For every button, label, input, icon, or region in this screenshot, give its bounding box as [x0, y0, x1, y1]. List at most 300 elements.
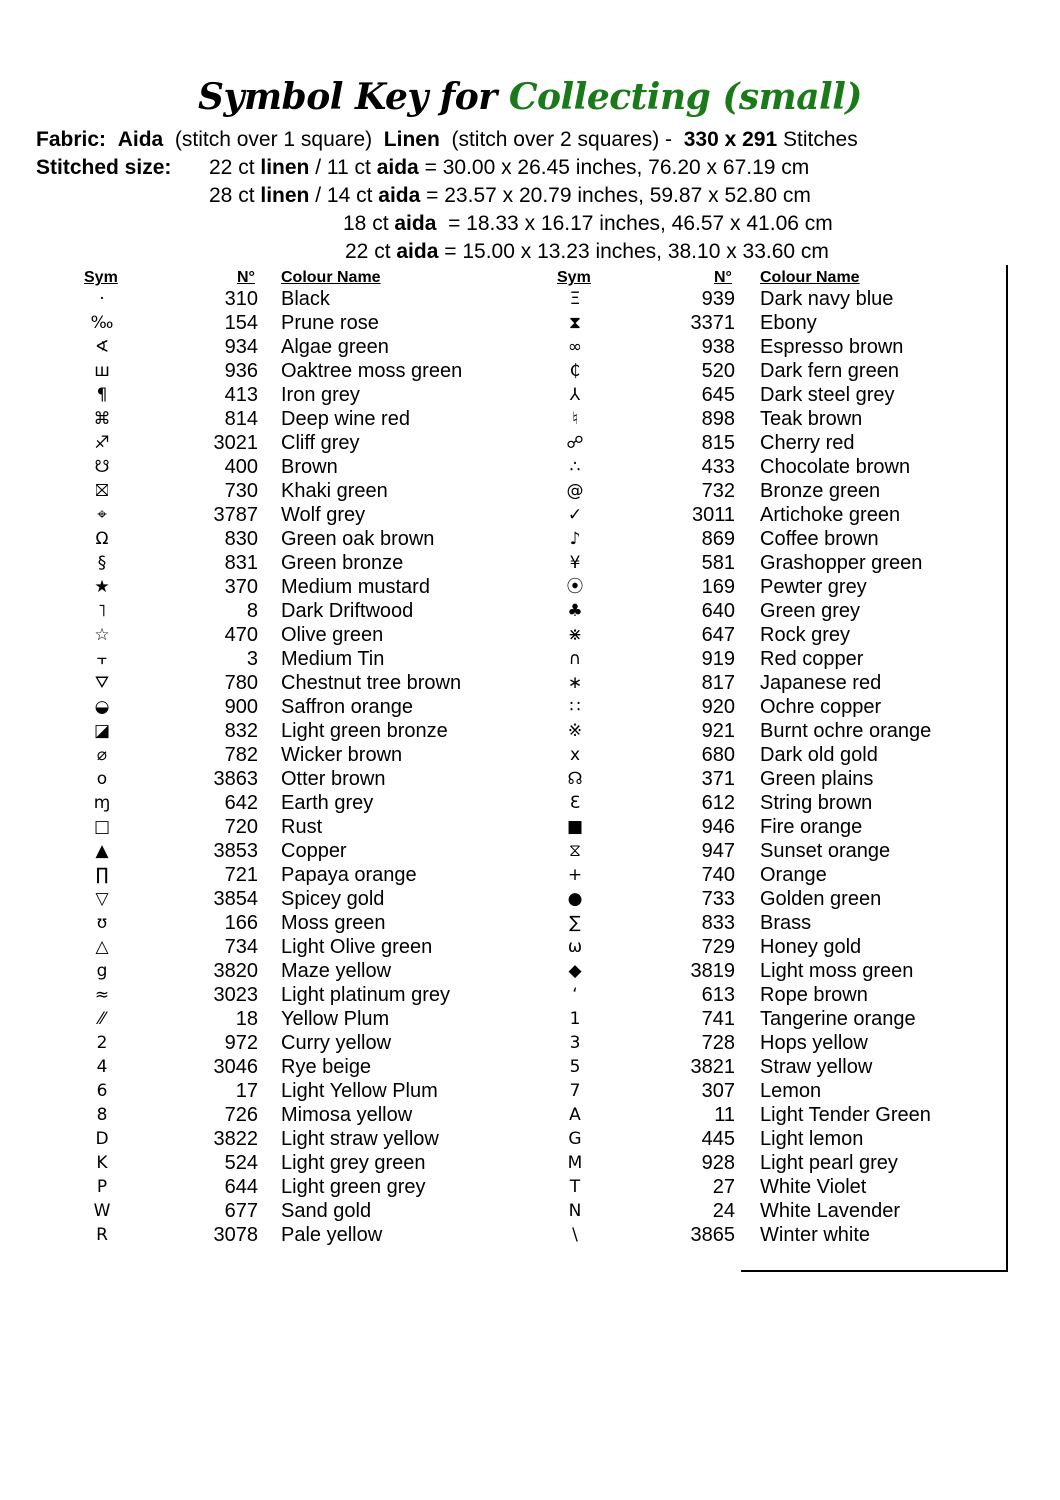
symbol-icon: P — [96, 1177, 108, 1197]
header-sym: Sym — [557, 269, 591, 286]
table-row — [0, 359, 1000, 383]
colour-name: Ebony — [760, 312, 817, 334]
size-count: 18 ct — [343, 212, 389, 235]
size-fabric-2: aida — [376, 156, 419, 179]
symbol-icon: A — [569, 1105, 581, 1125]
colour-number: 27 — [712, 1176, 735, 1198]
colour-name: Green plains — [760, 768, 874, 790]
size-fabric: aida — [394, 212, 437, 235]
colour-name: Light Yellow Plum — [281, 1080, 438, 1102]
colour-name: Pale yellow — [281, 1224, 383, 1246]
colour-name: Brown — [281, 456, 338, 478]
colour-number: 581 — [701, 552, 735, 574]
colour-number: 780 — [224, 672, 258, 694]
colour-name: Copper — [281, 840, 347, 862]
colour-number: 782 — [224, 744, 258, 766]
colour-name: Artichoke green — [760, 504, 901, 526]
colour-name: Dark fern green — [760, 360, 899, 382]
symbol-icon: ⧖ — [569, 841, 581, 861]
symbol-icon: + — [567, 865, 583, 885]
symbol-icon: ⫟ — [96, 649, 108, 669]
colour-name: Algae green — [281, 336, 389, 358]
colour-number: 815 — [701, 432, 735, 454]
colour-number: 11 — [714, 1104, 735, 1126]
size-dims: = 30.00 x 26.45 inches, 76.20 x 67.19 cm — [424, 156, 810, 179]
colour-name: Olive green — [281, 624, 384, 646]
colour-number: 17 — [235, 1080, 258, 1102]
symbol-icon: ☍ — [566, 433, 584, 453]
colour-number: 3822 — [213, 1128, 258, 1150]
colour-number: 3853 — [213, 840, 258, 862]
colour-number: 920 — [701, 696, 735, 718]
size-count: 22 ct — [345, 240, 391, 263]
table-row — [0, 1175, 1000, 1199]
symbol-icon: D — [95, 1129, 109, 1149]
fabric-line — [36, 128, 858, 152]
symbol-icon: ▲ — [95, 841, 109, 861]
colour-number: 642 — [224, 792, 258, 814]
colour-number: 833 — [701, 912, 735, 934]
symbol-icon: ∏ — [95, 865, 109, 885]
colour-number: 721 — [224, 864, 258, 886]
colour-name: Iron grey — [281, 384, 360, 406]
colour-name: Green grey — [760, 600, 861, 622]
colour-number: 169 — [701, 576, 735, 598]
right-table-header — [0, 266, 1000, 288]
colour-number: 814 — [224, 408, 258, 430]
symbol-icon: ∑ — [569, 913, 581, 933]
colour-number: 729 — [701, 936, 735, 958]
table-row — [0, 911, 1000, 935]
colour-name: Wicker brown — [281, 744, 403, 766]
table-row — [0, 887, 1000, 911]
colour-number: 307 — [701, 1080, 735, 1102]
colour-number: 433 — [701, 456, 735, 478]
colour-name: Saffron orange — [281, 696, 413, 718]
table-row — [0, 863, 1000, 887]
size-count: 22 ct — [209, 156, 255, 179]
symbol-icon: ≈ — [94, 985, 110, 1005]
table-row — [0, 743, 1000, 767]
symbol-icon: 5 — [569, 1057, 581, 1077]
colour-number: 647 — [701, 624, 735, 646]
symbol-icon: ♮ — [571, 409, 579, 429]
colour-name: White Lavender — [760, 1200, 901, 1222]
symbol-icon: 7 — [569, 1081, 581, 1101]
colour-number: 732 — [701, 480, 735, 502]
colour-name: Light Tender Green — [760, 1104, 931, 1126]
colour-number: 470 — [224, 624, 258, 646]
table-row — [0, 647, 1000, 671]
colour-name: Papaya orange — [281, 864, 417, 886]
symbol-icon: ∴ — [569, 457, 581, 477]
symbol-icon: Ɛ — [569, 793, 581, 813]
colour-number: 817 — [701, 672, 735, 694]
colour-name: Dark navy blue — [760, 288, 894, 310]
size-count: 28 ct — [209, 184, 255, 207]
colour-number: 898 — [701, 408, 735, 430]
symbol-icon: ★ — [94, 577, 110, 597]
colour-number: 24 — [712, 1200, 735, 1222]
symbol-icon: ☆ — [94, 625, 110, 645]
colour-name: Rust — [281, 816, 323, 838]
table-row — [0, 791, 1000, 815]
size-dims: = 23.57 x 20.79 inches, 59.87 x 52.80 cm — [426, 184, 811, 207]
colour-number: 832 — [224, 720, 258, 742]
colour-name: Medium Tin — [281, 648, 385, 670]
colour-name: Bronze green — [760, 480, 881, 502]
colour-name: Dark Driftwood — [281, 600, 414, 622]
table-row — [0, 287, 1000, 311]
table-row — [0, 671, 1000, 695]
table-row — [0, 479, 1000, 503]
symbol-icon: Ω — [95, 529, 109, 549]
colour-name: Orange — [760, 864, 827, 886]
colour-number: 730 — [224, 480, 258, 502]
symbol-icon: ♣ — [567, 601, 583, 621]
colour-number: 645 — [701, 384, 735, 406]
symbol-icon: 1 — [569, 1009, 581, 1029]
colour-name: Spicey gold — [281, 888, 385, 910]
colour-name: Rye beige — [281, 1056, 372, 1078]
colour-number: 3820 — [213, 960, 258, 982]
colour-number: 938 — [701, 336, 735, 358]
colour-number: 741 — [701, 1008, 735, 1030]
colour-number: 370 — [224, 576, 258, 598]
colour-number: 640 — [701, 600, 735, 622]
colour-number: 3011 — [691, 504, 735, 526]
colour-number: 3821 — [690, 1056, 735, 1078]
colour-number: 154 — [224, 312, 258, 334]
colour-number: 734 — [224, 936, 258, 958]
colour-name: Yellow Plum — [281, 1008, 390, 1030]
symbol-icon: ɱ — [93, 793, 111, 813]
colour-number: 3819 — [690, 960, 735, 982]
colour-name: Grashopper green — [760, 552, 923, 574]
table-row — [0, 1031, 1000, 1055]
colour-number: 613 — [701, 984, 735, 1006]
symbol-icon: 2 — [96, 1033, 108, 1053]
colour-name: Ochre copper — [760, 696, 882, 718]
symbol-icon: □ — [93, 817, 111, 837]
colour-name: Cherry red — [760, 432, 855, 454]
symbol-icon: Ξ — [569, 289, 581, 309]
size-dims: = 18.33 x 16.17 inches, 46.57 x 41.06 cm — [442, 212, 833, 235]
symbol-icon: △ — [95, 937, 109, 957]
colour-number: 3023 — [213, 984, 258, 1006]
symbol-icon: R — [96, 1225, 108, 1245]
symbol-icon: ▽ — [95, 889, 109, 909]
colour-number: 3 — [246, 648, 258, 670]
colour-name: Light pearl grey — [760, 1152, 898, 1174]
symbol-icon: ¥ — [569, 553, 581, 573]
symbol-icon: ⧗ — [569, 313, 581, 333]
table-row — [0, 527, 1000, 551]
size-fabric: linen — [260, 156, 310, 179]
colour-name: Burnt ochre orange — [760, 720, 932, 742]
table-row — [0, 551, 1000, 575]
table-row — [0, 1079, 1000, 1103]
fabric-aida-note: (stitch over 1 square) — [174, 128, 373, 151]
colour-number: 3078 — [213, 1224, 258, 1246]
colour-number: 3854 — [213, 888, 258, 910]
symbol-icon: ✓ — [567, 505, 583, 525]
symbol-icon: § — [97, 553, 107, 573]
colour-name: Winter white — [760, 1224, 871, 1246]
colour-number: 726 — [224, 1104, 258, 1126]
colour-number: 921 — [701, 720, 735, 742]
colour-number: 733 — [701, 888, 735, 910]
colour-name: Light grey green — [281, 1152, 426, 1174]
colour-number: 3021 — [213, 432, 258, 454]
colour-name: Oaktree moss green — [281, 360, 463, 382]
table-row — [0, 719, 1000, 743]
symbol-icon: ■ — [566, 817, 584, 837]
colour-name: Hops yellow — [760, 1032, 868, 1054]
table-row — [0, 959, 1000, 983]
colour-name: Sand gold — [281, 1200, 372, 1222]
colour-name: Black — [281, 288, 330, 310]
symbol-icon: ◒ — [94, 697, 110, 717]
symbol-icon: ‘ — [572, 985, 578, 1005]
table-row — [0, 983, 1000, 1007]
colour-name: Dark steel grey — [760, 384, 895, 406]
colour-name: Green oak brown — [281, 528, 435, 550]
colour-name: Light platinum grey — [281, 984, 450, 1006]
colour-name: Green bronze — [281, 552, 404, 574]
colour-name: White Violet — [760, 1176, 867, 1198]
table-row — [0, 1103, 1000, 1127]
table-row — [0, 575, 1000, 599]
size-fabric: linen — [260, 184, 310, 207]
colour-name: String brown — [760, 792, 873, 814]
colour-name: Sunset orange — [760, 840, 891, 862]
table-row — [0, 599, 1000, 623]
colour-name: Straw yellow — [760, 1056, 873, 1078]
symbol-icon: 6 — [96, 1081, 108, 1101]
size-fabric: aida — [396, 240, 439, 263]
header-colour-name: Colour Name — [281, 269, 381, 286]
page-title — [0, 76, 1060, 118]
symbol-icon: 3 — [569, 1033, 581, 1053]
header-num: N° — [714, 269, 732, 286]
fabric-linen-note: (stitch over 2 squares) - — [451, 128, 673, 151]
symbol-icon: ω — [567, 937, 583, 957]
symbol-icon: ◆ — [568, 961, 582, 981]
colour-name: Espresso brown — [760, 336, 904, 358]
colour-number: 413 — [224, 384, 258, 406]
colour-name: Coffee brown — [760, 528, 879, 550]
colour-name: Chocolate brown — [760, 456, 911, 478]
colour-number: 166 — [224, 912, 258, 934]
table-row — [0, 1055, 1000, 1079]
table-row — [0, 839, 1000, 863]
symbol-icon: ⌀ — [96, 745, 108, 765]
table-row — [0, 1199, 1000, 1223]
colour-name: Pewter grey — [760, 576, 867, 598]
colour-number: 644 — [224, 1176, 258, 1198]
colour-number: 947 — [701, 840, 735, 862]
size-line — [209, 156, 809, 180]
symbol-icon: 8 — [96, 1105, 108, 1125]
colour-name: Light green grey — [281, 1176, 426, 1198]
symbol-icon: T — [569, 1177, 581, 1197]
colour-name: Cliff grey — [281, 432, 360, 454]
colour-name: Curry yellow — [281, 1032, 392, 1054]
symbol-icon: ˥ — [97, 601, 107, 621]
colour-name: Earth grey — [281, 792, 374, 814]
fabric-label: Fabric: — [36, 128, 107, 151]
colour-name: Dark old gold — [760, 744, 878, 766]
symbol-icon: @ — [566, 481, 584, 501]
symbol-icon: ※ — [567, 721, 583, 741]
colour-number: 720 — [224, 816, 258, 838]
colour-number: 728 — [701, 1032, 735, 1054]
colour-number: 3865 — [690, 1224, 735, 1246]
colour-number: 936 — [224, 360, 258, 382]
table-row — [0, 1007, 1000, 1031]
colour-number: 740 — [701, 864, 735, 886]
symbol-icon: x — [569, 745, 581, 765]
colour-number: 3863 — [213, 768, 258, 790]
colour-number: 831 — [224, 552, 258, 574]
colour-name: Golden green — [760, 888, 882, 910]
colour-name: Lemon — [760, 1080, 822, 1102]
symbol-icon: ₵ — [569, 361, 581, 381]
colour-name: Moss green — [281, 912, 386, 934]
colour-name: Chestnut tree brown — [281, 672, 462, 694]
colour-name: Khaki green — [281, 480, 388, 502]
colour-number: 919 — [701, 648, 735, 670]
symbol-icon: ⛛ — [94, 673, 110, 693]
stitches-label: Stitches — [783, 128, 858, 151]
fabric-linen: Linen — [383, 128, 440, 151]
table-row — [0, 503, 1000, 527]
symbol-icon: ◪ — [93, 721, 111, 741]
colour-number: 934 — [224, 336, 258, 358]
colour-number: 3787 — [213, 504, 258, 526]
size-sep: / 11 ct — [315, 156, 371, 179]
symbol-icon: N — [568, 1201, 582, 1221]
colour-name: Rope brown — [760, 984, 868, 1006]
symbol-icon: ш — [94, 361, 110, 381]
symbol-icon: · — [99, 289, 105, 309]
symbol-icon: ∩ — [568, 649, 582, 669]
stitch-count: 330 x 291 — [683, 128, 778, 151]
symbol-icon: ♐ — [94, 433, 110, 453]
table-border-bottom — [741, 1270, 1008, 1272]
colour-name: Deep wine red — [281, 408, 410, 430]
symbol-icon: K — [96, 1153, 108, 1173]
table-row — [0, 335, 1000, 359]
colour-number: 946 — [701, 816, 735, 838]
stitched-size-label: Stitched size: — [36, 156, 172, 179]
colour-name: Mimosa yellow — [281, 1104, 413, 1126]
header-colour-name: Colour Name — [760, 269, 860, 286]
table-row — [0, 431, 1000, 455]
size-sep: / 14 ct — [315, 184, 373, 207]
colour-name: Tangerine orange — [760, 1008, 916, 1030]
colour-number: 18 — [235, 1008, 258, 1030]
colour-number: 445 — [701, 1128, 735, 1150]
symbol-icon: ¶ — [96, 385, 108, 405]
colour-number: 680 — [701, 744, 735, 766]
table-row — [0, 311, 1000, 335]
symbol-icon: G — [568, 1129, 582, 1149]
table-row — [0, 407, 1000, 431]
table-row — [0, 815, 1000, 839]
table-row — [0, 1151, 1000, 1175]
colour-number: 900 — [224, 696, 258, 718]
size-fabric-2: aida — [378, 184, 421, 207]
colour-name: Light lemon — [760, 1128, 864, 1150]
size-dims: = 15.00 x 13.23 inches, 38.10 x 33.60 cm — [444, 240, 829, 263]
symbol-icon: ⅄ — [569, 385, 581, 405]
table-row — [0, 695, 1000, 719]
colour-number: 677 — [224, 1200, 258, 1222]
symbol-icon: o — [96, 769, 108, 789]
colour-name: Honey gold — [760, 936, 862, 958]
colour-name: Fire orange — [760, 816, 863, 838]
header-num: N° — [237, 269, 255, 286]
table-row — [0, 767, 1000, 791]
colour-number: 3371 — [690, 312, 735, 334]
colour-number: 3046 — [213, 1056, 258, 1078]
colour-name: Light Olive green — [281, 936, 433, 958]
colour-number: 371 — [701, 768, 735, 790]
symbol-icon: \ — [572, 1225, 578, 1245]
symbol-icon: ☊ — [567, 769, 583, 789]
title-prefix: Symbol Key for — [198, 76, 497, 118]
colour-number: 869 — [701, 528, 735, 550]
colour-number: 8 — [246, 600, 258, 622]
symbol-icon: ʊ — [96, 913, 108, 933]
size-line — [209, 184, 811, 208]
symbol-icon: ♪ — [569, 529, 581, 549]
colour-name: Wolf grey — [281, 504, 366, 526]
colour-name: Brass — [760, 912, 812, 934]
symbol-icon: M — [567, 1153, 583, 1173]
size-line — [345, 240, 829, 264]
table-row — [0, 935, 1000, 959]
colour-name: Maze yellow — [281, 960, 392, 982]
symbol-icon: ⛝ — [95, 481, 109, 501]
symbol-icon: g — [96, 961, 108, 981]
colour-number: 939 — [701, 288, 735, 310]
colour-name: Teak brown — [760, 408, 863, 430]
symbol-icon: ⌖ — [97, 505, 107, 525]
colour-number: 520 — [701, 360, 735, 382]
colour-number: 612 — [701, 792, 735, 814]
symbol-icon: W — [93, 1201, 111, 1221]
colour-name: Prune rose — [281, 312, 379, 334]
header-sym: Sym — [84, 269, 118, 286]
symbol-icon: ∢ — [94, 337, 110, 357]
table-row — [0, 1223, 1000, 1247]
colour-name: Medium mustard — [281, 576, 430, 598]
pattern-name: Collecting (small) — [508, 76, 862, 118]
symbol-icon: ⦿ — [566, 577, 584, 597]
colour-name: Light green bronze — [281, 720, 448, 742]
symbol-icon: ∞ — [567, 337, 583, 357]
table-row — [0, 383, 1000, 407]
fabric-aida: Aida — [117, 128, 164, 151]
colour-number: 524 — [224, 1152, 258, 1174]
table-row — [0, 1127, 1000, 1151]
symbol-icon: ∷ — [569, 697, 581, 717]
colour-number: 928 — [701, 1152, 735, 1174]
colour-name: Rock grey — [760, 624, 851, 646]
